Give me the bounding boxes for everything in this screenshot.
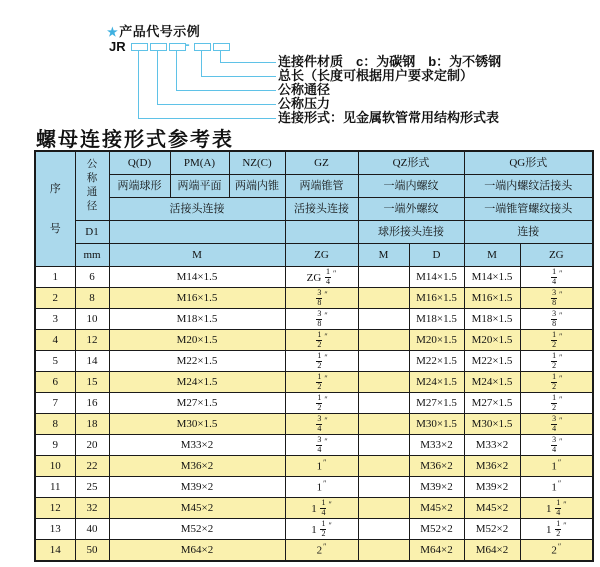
cell-gz: $\frac{1}{2}$ ″ bbox=[285, 330, 358, 351]
cell-qg-m: M20×1.5 bbox=[464, 330, 520, 351]
cell-qz-m bbox=[358, 477, 409, 498]
cell-qz-m bbox=[358, 330, 409, 351]
header-col-gz: GZ bbox=[285, 151, 358, 175]
leader-line bbox=[220, 50, 221, 62]
nut-connection-reference-table bbox=[34, 150, 594, 562]
cell-qz-d: M16×1.5 bbox=[409, 288, 464, 309]
cell-dn: 50 bbox=[75, 540, 109, 562]
cell-gz: $\frac{3}{4}$ ″ bbox=[285, 414, 358, 435]
header-col-q: Q(D) bbox=[109, 151, 170, 175]
cell-dn: 14 bbox=[75, 351, 109, 372]
cell-m: M30×1.5 bbox=[109, 414, 285, 435]
cell-qg-m: M16×1.5 bbox=[464, 288, 520, 309]
cell-qz-d: M30×1.5 bbox=[409, 414, 464, 435]
header-empty bbox=[109, 221, 285, 244]
table-row bbox=[35, 372, 593, 393]
cell-qz-m bbox=[358, 435, 409, 456]
label-material: 连接件材质 c：为碳钢 b：为不锈钢 bbox=[278, 54, 502, 69]
cell-seq: 4 bbox=[35, 330, 75, 351]
cell-qz-m bbox=[358, 372, 409, 393]
cell-qg-zg: $\frac{3}{8}$ ″ bbox=[520, 309, 593, 330]
cell-gz: 1″ bbox=[285, 456, 358, 477]
cell-seq: 5 bbox=[35, 351, 75, 372]
header-empty bbox=[285, 221, 358, 244]
cell-qz-m bbox=[358, 351, 409, 372]
header-gz-union-connection: 活接头连接 bbox=[285, 198, 358, 221]
cell-m: M52×2 bbox=[109, 519, 285, 540]
header-nz-desc: 两端内锥 bbox=[229, 175, 285, 198]
header-qz-desc2: 一端外螺纹 bbox=[358, 198, 464, 221]
cell-qg-zg: $\frac{1}{2}$ ″ bbox=[520, 351, 593, 372]
header-pm-desc: 两端平面 bbox=[170, 175, 229, 198]
leader-line bbox=[201, 50, 202, 76]
cell-dn: 32 bbox=[75, 498, 109, 519]
cell-dn: 10 bbox=[75, 309, 109, 330]
leader-line bbox=[157, 50, 158, 104]
leader-line bbox=[138, 118, 276, 119]
leader-line bbox=[201, 76, 276, 77]
table-row bbox=[35, 309, 593, 330]
table-row bbox=[35, 288, 593, 309]
table-row bbox=[35, 435, 593, 456]
header-qg-desc1: 一端内螺纹活接头 bbox=[464, 175, 593, 198]
cell-seq: 3 bbox=[35, 309, 75, 330]
header-zg: ZG bbox=[285, 244, 358, 267]
product-code-prefix: JR bbox=[109, 39, 126, 54]
header-qg-zg: ZG bbox=[520, 244, 593, 267]
header-nominal-dn: 公 称 通 径 bbox=[75, 151, 109, 221]
leader-line bbox=[138, 50, 139, 118]
cell-qz-m bbox=[358, 540, 409, 562]
header-qg-connection: 连接 bbox=[464, 221, 593, 244]
header-qz-connection: 球形接头连接 bbox=[358, 221, 464, 244]
header-gz-desc: 两端锥管 bbox=[285, 175, 358, 198]
cell-qz-d: M52×2 bbox=[409, 519, 464, 540]
leader-line bbox=[176, 90, 276, 91]
cell-m: M64×2 bbox=[109, 540, 285, 562]
cell-qz-d: M45×2 bbox=[409, 498, 464, 519]
cell-qg-m: M45×2 bbox=[464, 498, 520, 519]
cell-dn: 8 bbox=[75, 288, 109, 309]
cell-qg-m: M64×2 bbox=[464, 540, 520, 562]
cell-qg-zg: $\frac{3}{4}$ ″ bbox=[520, 435, 593, 456]
cell-m: M22×1.5 bbox=[109, 351, 285, 372]
table-header bbox=[35, 151, 593, 267]
cell-m: M33×2 bbox=[109, 435, 285, 456]
cell-dn: 40 bbox=[75, 519, 109, 540]
cell-gz: $\frac{3}{8}$ ″ bbox=[285, 288, 358, 309]
cell-qg-zg: 1″ bbox=[520, 456, 593, 477]
cell-qg-zg: $\frac{1}{2}$ ″ bbox=[520, 330, 593, 351]
cell-qz-d: M20×1.5 bbox=[409, 330, 464, 351]
header-seq: 序 号 bbox=[35, 151, 75, 267]
cell-gz: $\frac{1}{2}$ ″ bbox=[285, 372, 358, 393]
cell-qz-d: M18×1.5 bbox=[409, 309, 464, 330]
cell-qg-m: M36×2 bbox=[464, 456, 520, 477]
cell-qz-m bbox=[358, 393, 409, 414]
label-nominal-dn: 公称通径 bbox=[278, 82, 331, 97]
cell-qg-m: M39×2 bbox=[464, 477, 520, 498]
cell-m: M36×2 bbox=[109, 456, 285, 477]
cell-qz-d: M64×2 bbox=[409, 540, 464, 562]
cell-seq: 6 bbox=[35, 372, 75, 393]
code-box-5 bbox=[213, 43, 230, 51]
cell-qz-d: M33×2 bbox=[409, 435, 464, 456]
star-icon: ★ bbox=[107, 25, 119, 39]
cell-qg-zg: $\frac{3}{4}$ ″ bbox=[520, 414, 593, 435]
cell-qz-d: M22×1.5 bbox=[409, 351, 464, 372]
cell-qz-m bbox=[358, 288, 409, 309]
cell-qg-m: M22×1.5 bbox=[464, 351, 520, 372]
cell-seq: 14 bbox=[35, 540, 75, 562]
label-connection-form: 连接形式：见金属软管常用结构形式表 bbox=[278, 110, 500, 125]
header-col-nz: NZ(C) bbox=[229, 151, 285, 175]
cell-qg-zg: 1″ bbox=[520, 477, 593, 498]
cell-gz: $\frac{3}{4}$ ″ bbox=[285, 435, 358, 456]
table-row bbox=[35, 330, 593, 351]
cell-qz-d: M39×2 bbox=[409, 477, 464, 498]
cell-dn: 12 bbox=[75, 330, 109, 351]
header-col-pm: PM(A) bbox=[170, 151, 229, 175]
cell-seq: 9 bbox=[35, 435, 75, 456]
cell-qz-m bbox=[358, 456, 409, 477]
cell-qz-d: M36×2 bbox=[409, 456, 464, 477]
code-box-4 bbox=[194, 43, 211, 51]
cell-gz: ZG $\frac{1}{4}$ ″ bbox=[285, 267, 358, 288]
header-qz-d: D bbox=[409, 244, 464, 267]
header-qz-desc1: 一端内螺纹 bbox=[358, 175, 464, 198]
cell-qg-m: M30×1.5 bbox=[464, 414, 520, 435]
table-row bbox=[35, 519, 593, 540]
table-title: 螺母连接形式参考表 bbox=[36, 129, 234, 151]
table-row bbox=[35, 477, 593, 498]
table-row bbox=[35, 456, 593, 477]
cell-qg-zg: 1 $\frac{1}{2}$ ″ bbox=[520, 519, 593, 540]
table-body bbox=[35, 267, 593, 562]
cell-dn: 20 bbox=[75, 435, 109, 456]
header-mm: mm bbox=[75, 244, 109, 267]
label-nominal-pressure: 公称压力 bbox=[278, 96, 331, 111]
header-qg-m: M bbox=[464, 244, 520, 267]
cell-gz: $\frac{3}{8}$ ″ bbox=[285, 309, 358, 330]
cell-seq: 13 bbox=[35, 519, 75, 540]
cell-dn: 18 bbox=[75, 414, 109, 435]
header-qg-desc2: 一端锥管螺纹接头 bbox=[464, 198, 593, 221]
cell-qg-m: M52×2 bbox=[464, 519, 520, 540]
cell-dn: 22 bbox=[75, 456, 109, 477]
cell-m: M24×1.5 bbox=[109, 372, 285, 393]
cell-m: M39×2 bbox=[109, 477, 285, 498]
header-q-desc: 两端球形 bbox=[109, 175, 170, 198]
cell-qz-m bbox=[358, 414, 409, 435]
table-row bbox=[35, 498, 593, 519]
cell-qg-m: M33×2 bbox=[464, 435, 520, 456]
cell-gz: $\frac{1}{2}$ ″ bbox=[285, 351, 358, 372]
header-d1: D1 bbox=[75, 221, 109, 244]
header-union-connection: 活接头连接 bbox=[109, 198, 285, 221]
product-code-example-label: 产品代号示例 bbox=[119, 24, 201, 39]
cell-seq: 8 bbox=[35, 414, 75, 435]
cell-qz-m bbox=[358, 519, 409, 540]
cell-qg-zg: $\frac{3}{8}$ ″ bbox=[520, 288, 593, 309]
cell-m: M18×1.5 bbox=[109, 309, 285, 330]
cell-qg-zg: 1 $\frac{1}{4}$ ″ bbox=[520, 498, 593, 519]
header-col-qg: QG形式 bbox=[464, 151, 593, 175]
cell-gz: $\frac{1}{2}$ ″ bbox=[285, 393, 358, 414]
cell-dn: 16 bbox=[75, 393, 109, 414]
cell-qz-m bbox=[358, 498, 409, 519]
cell-qg-zg: 2″ bbox=[520, 540, 593, 562]
code-box-3 bbox=[169, 43, 186, 51]
cell-seq: 7 bbox=[35, 393, 75, 414]
table-row bbox=[35, 393, 593, 414]
cell-qz-d: M14×1.5 bbox=[409, 267, 464, 288]
table-row bbox=[35, 351, 593, 372]
table-row bbox=[35, 267, 593, 288]
cell-qz-m bbox=[358, 267, 409, 288]
cell-qg-zg: $\frac{1}{2}$ ″ bbox=[520, 393, 593, 414]
cell-qz-m bbox=[358, 309, 409, 330]
code-dash: - bbox=[185, 36, 190, 52]
header-m: M bbox=[109, 244, 285, 267]
header-col-qz: QZ形式 bbox=[358, 151, 464, 175]
cell-gz: 1″ bbox=[285, 477, 358, 498]
code-box-2 bbox=[150, 43, 167, 51]
cell-qg-m: M18×1.5 bbox=[464, 309, 520, 330]
header-qz-m: M bbox=[358, 244, 409, 267]
cell-m: M27×1.5 bbox=[109, 393, 285, 414]
cell-seq: 1 bbox=[35, 267, 75, 288]
cell-dn: 25 bbox=[75, 477, 109, 498]
cell-seq: 2 bbox=[35, 288, 75, 309]
cell-dn: 6 bbox=[75, 267, 109, 288]
cell-m: M16×1.5 bbox=[109, 288, 285, 309]
cell-qg-m: M14×1.5 bbox=[464, 267, 520, 288]
leader-line bbox=[176, 50, 177, 90]
table-row bbox=[35, 414, 593, 435]
table-row bbox=[35, 540, 593, 562]
cell-seq: 12 bbox=[35, 498, 75, 519]
cell-qz-d: M24×1.5 bbox=[409, 372, 464, 393]
cell-qg-zg: $\frac{1}{2}$ ″ bbox=[520, 372, 593, 393]
cell-gz: 1 $\frac{1}{2}$ ″ bbox=[285, 519, 358, 540]
cell-gz: 2″ bbox=[285, 540, 358, 562]
cell-seq: 11 bbox=[35, 477, 75, 498]
cell-m: M20×1.5 bbox=[109, 330, 285, 351]
label-total-length: 总长（长度可根据用户要求定制） bbox=[278, 68, 474, 83]
leader-line bbox=[220, 62, 276, 63]
code-box-1 bbox=[131, 43, 148, 51]
cell-qz-d: M27×1.5 bbox=[409, 393, 464, 414]
cell-seq: 10 bbox=[35, 456, 75, 477]
cell-qg-m: M27×1.5 bbox=[464, 393, 520, 414]
cell-dn: 15 bbox=[75, 372, 109, 393]
leader-line bbox=[157, 104, 276, 105]
cell-m: M45×2 bbox=[109, 498, 285, 519]
cell-m: M14×1.5 bbox=[109, 267, 285, 288]
cell-qg-m: M24×1.5 bbox=[464, 372, 520, 393]
cell-qg-zg: $\frac{1}{4}$ ″ bbox=[520, 267, 593, 288]
cell-gz: 1 $\frac{1}{4}$ ″ bbox=[285, 498, 358, 519]
